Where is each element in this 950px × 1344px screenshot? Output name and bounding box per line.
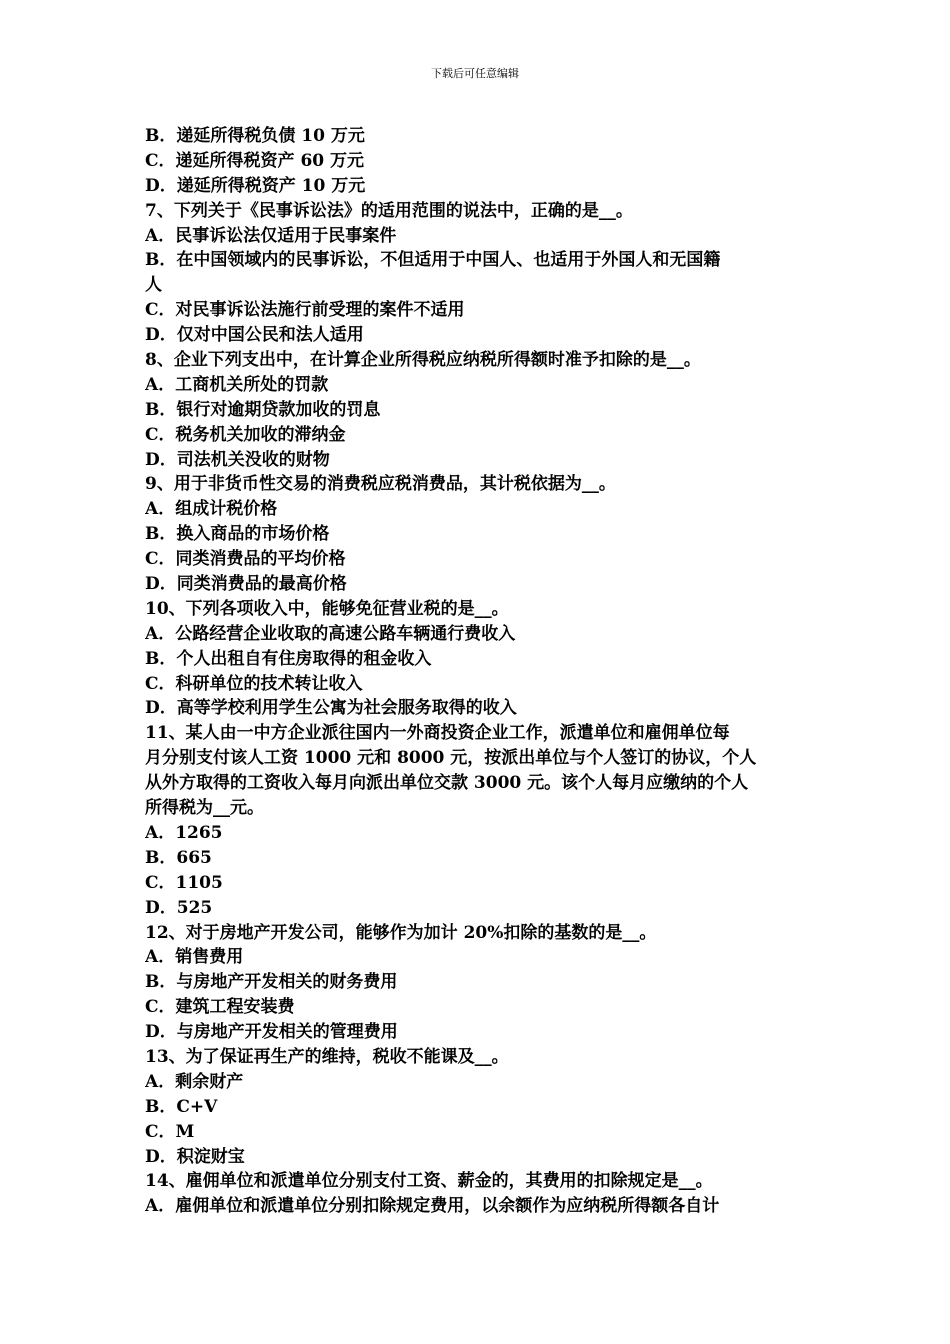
question-11: 11、某人由一中方企业派往国内一外商投资企业工作，派遣单位和雇佣单位每 <box>145 723 730 744</box>
option-a: A．工商机关所处的罚款 <box>145 374 329 395</box>
question-11-continued: 所得税为__元。 <box>145 798 264 819</box>
option-d: D．525 <box>145 897 213 918</box>
option-c: C．科研单位的技术转让收入 <box>145 673 363 694</box>
option-d: D．高等学校利用学生公寓为社会服务取得的收入 <box>145 698 517 719</box>
option-d: D．与房地产开发相关的管理费用 <box>145 1022 398 1043</box>
header-note: 下载后可任意编辑 <box>431 67 519 80</box>
text-line: C．递延所得税资产 60 万元 <box>145 150 365 171</box>
option-a: A．1265 <box>145 822 223 843</box>
question-13: 13、为了保证再生产的维持，税收不能课及__。 <box>145 1046 509 1067</box>
option-d: D．仅对中国公民和法人适用 <box>145 325 364 346</box>
option-b: B．665 <box>145 847 212 868</box>
option-d: D．司法机关没收的财物 <box>145 449 330 470</box>
question-10: 10、下列各项收入中，能够免征营业税的是__。 <box>145 598 509 619</box>
question-14: 14、雇佣单位和派遣单位分别支付工资、薪金的，其费用的扣除规定是__。 <box>145 1171 713 1192</box>
document-body <box>145 124 810 1219</box>
option-b-continued: 人 <box>145 275 162 296</box>
text-line: B．递延所得税负债 10 万元 <box>145 126 365 146</box>
option-a: A．雇佣单位和派遣单位分别扣除规定费用，以余额作为应纳税所得额各自计 <box>145 1196 720 1217</box>
option-d: D．同类消费品的最高价格 <box>145 574 347 595</box>
option-c: C．对民事诉讼法施行前受理的案件不适用 <box>145 300 465 321</box>
question-7: 7、下列关于《民事诉讼法》的适用范围的说法中，正确的是__。 <box>145 200 633 221</box>
question-8: 8、企业下列支出中，在计算企业所得税应纳税所得额时准予扣除的是__。 <box>145 350 701 371</box>
option-c: C．M <box>145 1121 195 1142</box>
option-a: A．销售费用 <box>145 947 244 968</box>
option-a: A．民事诉讼法仅适用于民事案件 <box>145 225 397 246</box>
option-a: A．公路经营企业收取的高速公路车辆通行费收入 <box>145 623 516 644</box>
option-b: B．个人出租自有住房取得的租金收入 <box>145 648 432 669</box>
option-c: C．1105 <box>145 872 223 893</box>
option-c: C．建筑工程安装费 <box>145 997 295 1018</box>
question-11-continued: 月分别支付该人工资 1000 元和 8000 元，按派出单位与个人签订的协议，个人 <box>145 748 757 769</box>
option-b: B．与房地产开发相关的财务费用 <box>145 972 398 993</box>
option-b: B．C+V <box>145 1096 218 1117</box>
question-11-continued: 从外方取得的工资收入每月向派出单位交款 3000 元。该个人每月应缴纳的个人 <box>145 773 749 794</box>
option-a: A．组成计税价格 <box>145 499 278 520</box>
option-c: C．同类消费品的平均价格 <box>145 549 346 570</box>
text-line: D．递延所得税资产 10 万元 <box>145 175 366 196</box>
option-d: D．积淀财宝 <box>145 1146 245 1167</box>
question-12: 12、对于房地产开发公司，能够作为加计 20%扣除的基数的是__。 <box>145 922 657 943</box>
option-b: B．在中国领域内的民事诉讼，不但适用于中国人、也适用于外国人和无国籍 <box>145 250 721 271</box>
option-c: C．税务机关加收的滞纳金 <box>145 424 346 445</box>
option-a: A．剩余财产 <box>145 1071 244 1092</box>
option-b: B．换入商品的市场价格 <box>145 524 330 545</box>
question-9: 9、用于非货币性交易的消费税应税消费品，其计税依据为__。 <box>145 474 616 495</box>
option-b: B．银行对逾期贷款加收的罚息 <box>145 399 381 420</box>
